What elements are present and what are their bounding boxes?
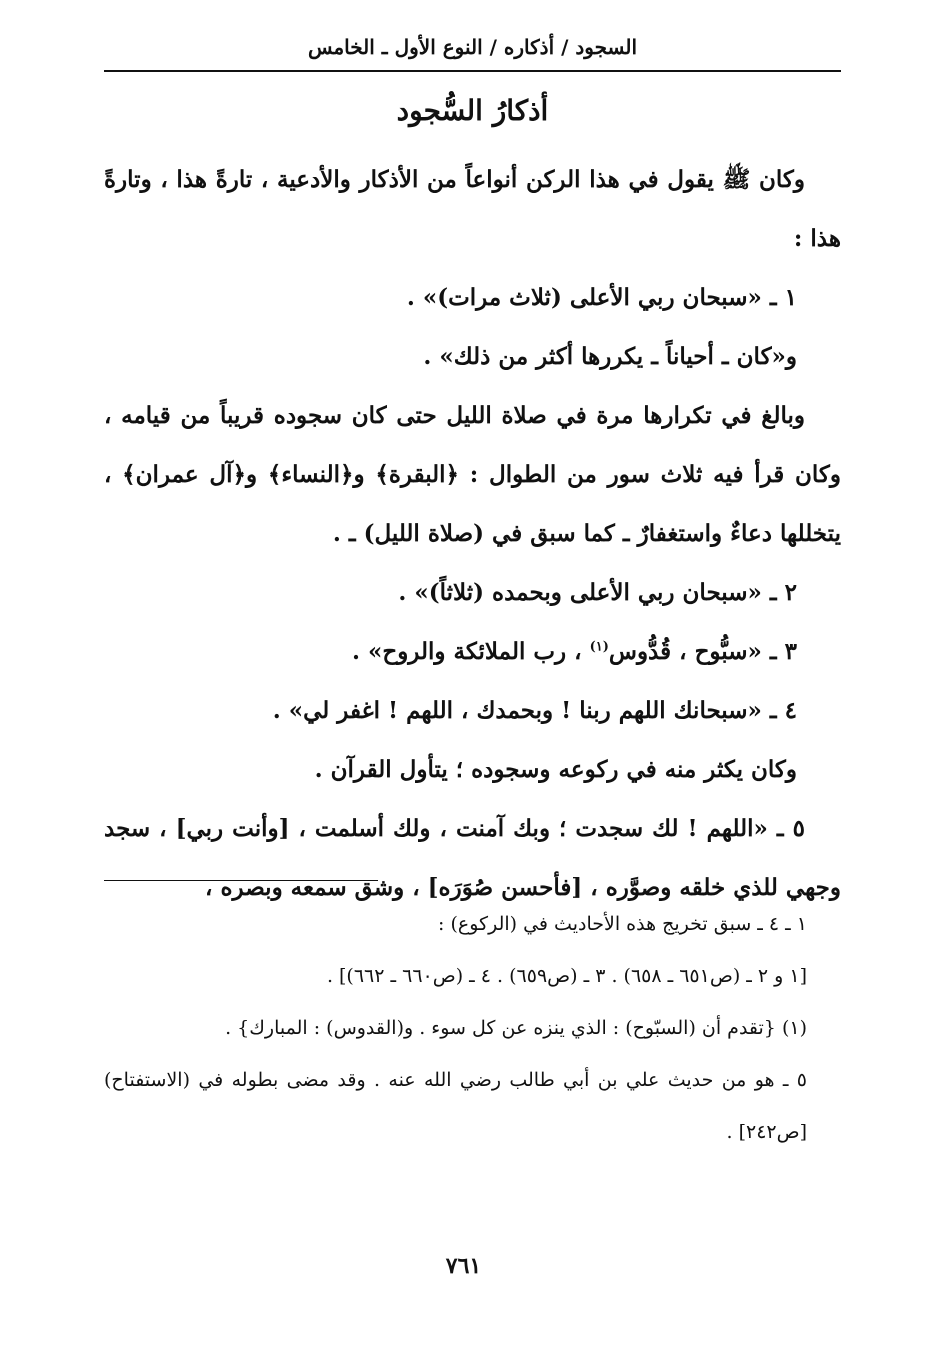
dhikr-item-4-note: وكان يكثر منه في ركوعه وسجوده ؛ يتأول القرآن . (314, 756, 797, 783)
footnote-4: ٥ ـ هو من حديث علي بن أبي طالب رضي الله عنه . وقد مضى بطوله في (الاستفتاح) [ص٢٤٢] . (104, 1069, 807, 1143)
footnote-1: ١ ـ ٤ ـ سبق تخريج هذه الأحاديث في (الركوع) : (438, 913, 807, 935)
intro-paragraph: وكان ﷺ يقول في هذا الركن أنواعاً من الأذكار والأدعية ، تارةً هذا ، وتارةً هذا : (104, 166, 841, 252)
dhikr-item-5: ٥ ـ «اللهم ! لك سجدت ؛ وبك آمنت ، ولك أسلمت ، [وأنت ربي] ، سجد وجهي للذي خلقه وصوَّره ، [فأحسن صُوَرَه] ، وشق سمعه وبصره ، (104, 815, 841, 901)
page-number: ٧٦١ (445, 1253, 482, 1279)
footnote-3: (١) {تقدم أن (السبّوح) : الذي ينزه عن كل سوء . و(القدوس) : المبارك} . (225, 1017, 807, 1039)
footnote-2: [١ و ٢ ـ (ص٦٥١ ـ ٦٥٨) . ٣ ـ (ص٦٥٩) . ٤ ـ (ص٦٦٠ ـ ٦٦٢)] . (326, 965, 807, 987)
dhikr-item-4: ٤ ـ «سبحانك اللهم ربنا ! وبحمدك ، اللهم ! اغفر لي» . (272, 697, 797, 724)
footnotes (104, 898, 841, 1158)
dhikr-item-3-start: ٣ ـ «سبُّوح ، قُدُّوس (608, 638, 797, 665)
dhikr-item-3 (104, 622, 841, 681)
footnote-marker-1: (١) (589, 639, 609, 655)
night-prayer-paragraph: وبالغ في تكرارها مرة في صلاة الليل حتى كان سجوده قريباً من قيامه ، وكان قرأ فيه ثلاث سور من الطوال : ﴿البقرة﴾ و﴿النساء﴾ و﴿آل عمران﴾ ، يتخللها دعاءٌ واستغفارٌ ـ كما سبق في (صلاة الليل) ـ . (104, 402, 841, 547)
main-text (104, 150, 841, 917)
dhikr-item-1: ١ ـ «سبحان ربي الأعلى (ثلاث مرات)» . (406, 284, 797, 311)
dhikr-item-3-end: ، رب الملائكة والروح» . (351, 638, 582, 665)
dhikr-item-1-note: و«كان ـ أحياناً ـ يكررها أكثر من ذلك» . (423, 343, 797, 370)
dhikr-item-2: ٢ ـ «سبحان ربي الأعلى وبحمده (ثلاثاً)» . (398, 579, 797, 606)
running-header: السجود / أذكاره / النوع الأول ـ الخامس (104, 30, 841, 72)
chapter-title: أذكارُ السُّجود (396, 94, 549, 127)
footnote-separator (104, 880, 378, 881)
